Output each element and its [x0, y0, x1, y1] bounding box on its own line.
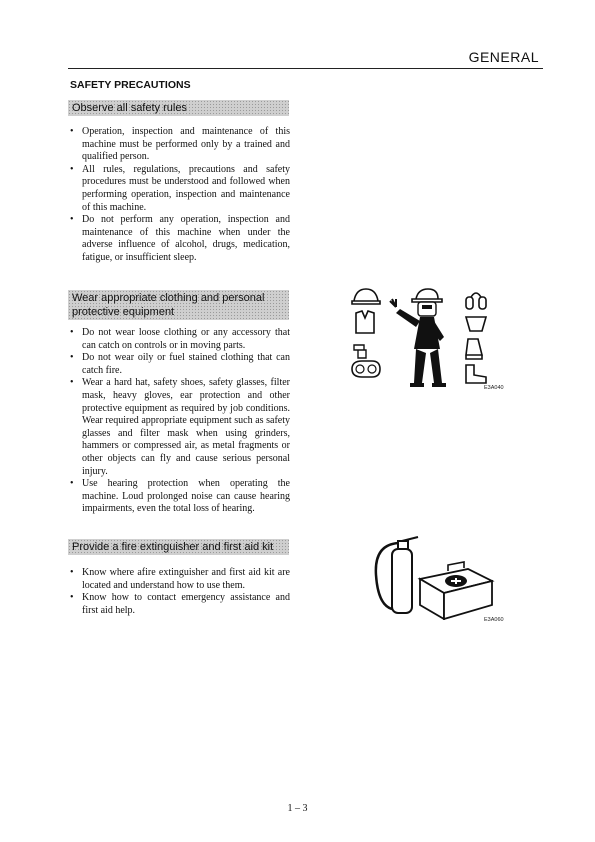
list-item: • Do not perform any operation, inspection and maintenance of this machine when under the adverse influence of alcohol, drugs, medication, fatigue, or insufficient sleep.	[68, 214, 290, 264]
protective-equipment-illustration	[350, 285, 500, 390]
fire-extinguisher-icon	[376, 537, 418, 613]
list-item: • Wear a hard hat, safety shoes, safety glasses, filter mask, heavy gloves, ear protection and other protective equipment as required by job conditions. Wear required appropriate equipment such as safety glasses and filter mask when using grinders, hammers or compressed air, as metal fragments or other objects can fly and cause serious personal injury.	[68, 377, 290, 478]
safety-vest-icon	[356, 311, 374, 333]
gloves-icon	[466, 339, 482, 359]
hard-hat-icon	[352, 289, 380, 304]
figure-caption-first-aid: E3A060	[484, 617, 504, 623]
fire-extinguisher-first-aid-illustration	[368, 535, 498, 620]
first-aid-kit-icon	[420, 562, 492, 619]
list-item: • Operation, inspection and maintenance of this machine must be performed only by a trained and qualified person.	[68, 126, 290, 164]
subheading-protective-equipment	[68, 290, 289, 320]
list-item: • Do not wear loose clothing or any accessory that can catch on controls or in moving parts.	[68, 327, 290, 352]
list-item: • Know how to contact emergency assistance and first aid help.	[68, 592, 290, 617]
list-item: • Use hearing protection when operating the machine. Loud prolonged noise can cause hearing impairments, even the total loss of hearing.	[68, 478, 290, 516]
fire-extinguisher-list	[68, 567, 290, 617]
figure-caption-ppe: E3A040	[484, 385, 504, 391]
section-title: SAFETY PRECAUTIONS	[70, 79, 191, 91]
list-item: • Do not wear oily or fuel stained clothing that can catch fire.	[68, 352, 290, 377]
list-item: • All rules, regulations, precautions and safety procedures must be understood and followed when performing operation, inspection and maintenance of this machine.	[68, 164, 290, 214]
subheading-fire-extinguisher	[68, 539, 289, 555]
subheading-safety-rules	[68, 100, 289, 116]
subheading-fire-extinguisher-text: Provide a fire extinguisher and first aid kit	[72, 541, 274, 553]
earplug-icon	[354, 345, 366, 358]
header-title: GENERAL	[468, 49, 539, 65]
safety-boots-icon	[466, 365, 486, 383]
filter-mask-icon	[466, 317, 486, 331]
page-number: 1 – 3	[287, 803, 308, 814]
protective-equipment-list	[68, 327, 290, 516]
subheading-protective-equipment-text: Wear appropriate clothing and personal protective equipment	[72, 292, 265, 318]
list-item: • Know where afire extinguisher and first aid kit are located and understand how to use them.	[68, 567, 290, 592]
subheading-safety-rules-text: Observe all safety rules	[72, 102, 187, 114]
worker-figure	[390, 289, 446, 387]
safety-rules-list	[68, 126, 290, 265]
header-rule	[68, 68, 543, 69]
